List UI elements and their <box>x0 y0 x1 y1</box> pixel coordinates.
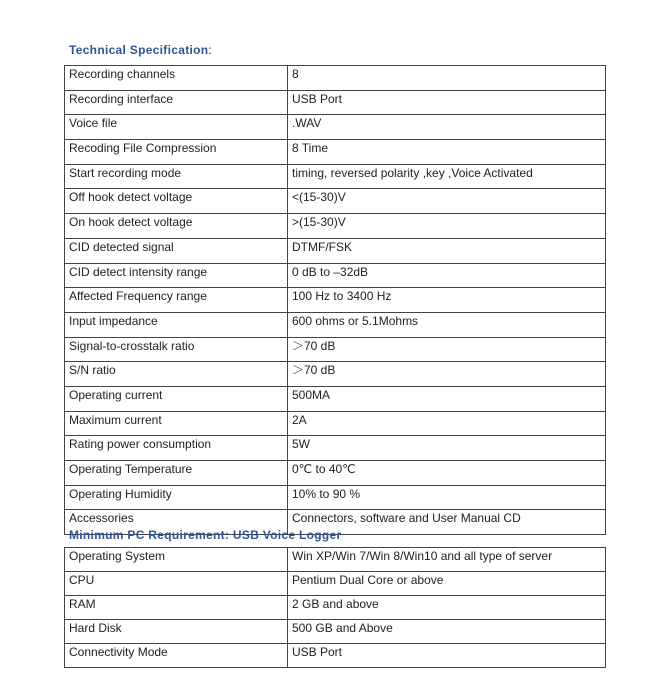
spec-row <box>65 312 606 337</box>
pc-req-row <box>65 620 606 644</box>
spec-label-cell: Accessories <box>65 510 288 535</box>
spec-row <box>65 386 606 411</box>
spec-row <box>65 189 606 214</box>
pc-req-row <box>65 548 606 572</box>
spec-label-cell: CID detect intensity range <box>65 263 288 288</box>
pc-req-value-cell: 2 GB and above <box>288 596 606 620</box>
spec-value-cell: 8 <box>288 66 606 91</box>
spec-label-cell: Operating current <box>65 386 288 411</box>
spec-value-cell: 0℃ to 40℃ <box>288 461 606 486</box>
spec-row <box>65 214 606 239</box>
spec-label-cell: Input impedance <box>65 312 288 337</box>
spec-row <box>65 164 606 189</box>
spec-value-cell: 100 Hz to 3400 Hz <box>288 288 606 313</box>
spec-row <box>65 485 606 510</box>
spec-value-cell: 500MA <box>288 386 606 411</box>
technical-spec-heading <box>69 43 212 57</box>
pc-req-value-cell: Win XP/Win 7/Win 8/Win10 and all type of server <box>288 548 606 572</box>
spec-row <box>65 90 606 115</box>
technical-spec-heading-text: Technical Specification <box>69 43 209 57</box>
spec-label-cell: Signal-to-crosstalk ratio <box>65 337 288 362</box>
pc-req-label-cell: Operating System <box>65 548 288 572</box>
spec-row <box>65 337 606 362</box>
spec-row <box>65 238 606 263</box>
spec-label-cell: Recoding File Compression <box>65 140 288 165</box>
pc-req-label-cell: Hard Disk <box>65 620 288 644</box>
spec-label-cell: Voice file <box>65 115 288 140</box>
spec-row <box>65 461 606 486</box>
pc-req-value-cell: 500 GB and Above <box>288 620 606 644</box>
spec-value-cell: <(15-30)V <box>288 189 606 214</box>
spec-label-cell: Recording channels <box>65 66 288 91</box>
pc-requirement-heading: Minimum PC Requirement: USB Voice Logger <box>69 528 342 542</box>
pc-req-label-cell: CPU <box>65 572 288 596</box>
spec-label-cell: Off hook detect voltage <box>65 189 288 214</box>
technical-spec-table <box>64 65 606 535</box>
spec-row <box>65 263 606 288</box>
spec-row <box>65 115 606 140</box>
spec-label-cell: Recording interface <box>65 90 288 115</box>
spec-value-cell: 5W <box>288 436 606 461</box>
spec-label-cell: Operating Humidity <box>65 485 288 510</box>
spec-label-cell: On hook detect voltage <box>65 214 288 239</box>
spec-value-cell: 0 dB to –32dB <box>288 263 606 288</box>
spec-value-cell: USB Port <box>288 90 606 115</box>
spec-row <box>65 288 606 313</box>
spec-value-cell: Connectors, software and User Manual CD <box>288 510 606 535</box>
spec-label-cell: Affected Frequency range <box>65 288 288 313</box>
pc-req-value-cell: Pentium Dual Core or above <box>288 572 606 596</box>
technical-spec-heading-colon: : <box>208 43 213 57</box>
spec-row <box>65 411 606 436</box>
spec-value-cell: 10% to 90 % <box>288 485 606 510</box>
pc-req-label-cell: RAM <box>65 596 288 620</box>
spec-label-cell: Maximum current <box>65 411 288 436</box>
spec-label-cell: Start recording mode <box>65 164 288 189</box>
spec-value-cell: ＞70 dB <box>288 362 606 387</box>
spec-value-cell: 2A <box>288 411 606 436</box>
spec-row <box>65 362 606 387</box>
spec-value-cell: 600 ohms or 5.1Mohms <box>288 312 606 337</box>
spec-value-cell: timing, reversed polarity ,key ,Voice Activated <box>288 164 606 189</box>
spec-value-cell: .WAV <box>288 115 606 140</box>
pc-req-label-cell: Connectivity Mode <box>65 644 288 668</box>
spec-value-cell: >(15-30)V <box>288 214 606 239</box>
pc-req-value-cell: USB Port <box>288 644 606 668</box>
spec-value-cell: 8 Time <box>288 140 606 165</box>
spec-value-cell: ＞70 dB <box>288 337 606 362</box>
spec-value-cell: DTMF/FSK <box>288 238 606 263</box>
pc-req-row <box>65 596 606 620</box>
spec-label-cell: Operating Temperature <box>65 461 288 486</box>
spec-row <box>65 66 606 91</box>
pc-req-row <box>65 572 606 596</box>
spec-label-cell: CID detected signal <box>65 238 288 263</box>
spec-row <box>65 436 606 461</box>
spec-label-cell: S/N ratio <box>65 362 288 387</box>
spec-row <box>65 140 606 165</box>
pc-requirement-table <box>64 547 606 668</box>
pc-req-row <box>65 644 606 668</box>
spec-label-cell: Rating power consumption <box>65 436 288 461</box>
